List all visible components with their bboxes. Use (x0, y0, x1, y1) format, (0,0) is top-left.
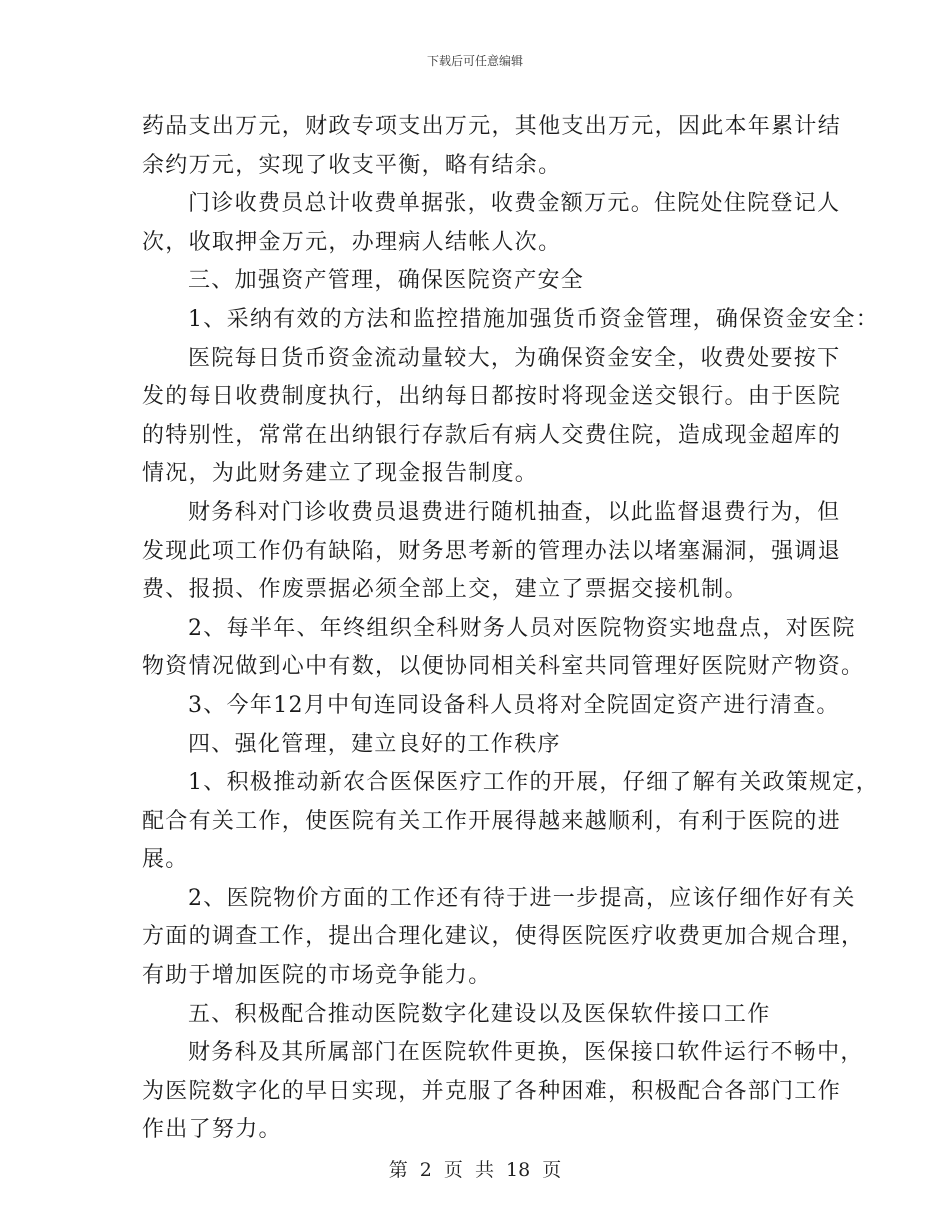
text-line: 财务科及其所属部门在医院软件更换，医保接口软件运行不畅中， (188, 1040, 864, 1066)
text-line: 有助于增加医院的市场竞争能力。 (142, 963, 492, 989)
text-line: 的特别性，常常在出纳银行存款后有病人交费住院，造成现金超库的 (142, 422, 842, 448)
text-line: 展。 (142, 847, 189, 873)
document-body (142, 108, 879, 1150)
text-line: 发的每日收费制度执行，出纳每日都按时将现金送交银行。由于医院 (142, 384, 842, 410)
text-line: 财务科对门诊收费员退费进行随机抽查，以此监督退费行为，但 (188, 499, 841, 525)
text-line: 3、今年12月中旬连同设备科人员将对全院固定资产进行清查。 (188, 692, 840, 718)
text-line: 四、强化管理，建立良好的工作秩序 (188, 731, 561, 757)
text-line: 情况，为此财务建立了现金报告制度。 (142, 461, 539, 487)
text-line: 五、积极配合推动医院数字化建设以及医保软件接口工作 (188, 1001, 771, 1027)
text-line: 医院每日货币资金流动量较大，为确保资金安全，收费处要按下 (188, 345, 841, 371)
text-line: 1、积极推动新农合医保医疗工作的开展，仔细了解有关政策规定， (188, 770, 879, 796)
text-line: 作出了努力。 (142, 1117, 282, 1143)
text-line: 发现此项工作仍有缺陷，财务思考新的管理办法以堵塞漏洞，强调退 (142, 538, 842, 564)
text-line: 2、每半年、年终组织全科财务人员对医院物资实地盘点，对医院 (188, 615, 856, 641)
text-line: 配合有关工作，使医院有关工作开展得越来越顺利，有利于医院的进 (142, 808, 842, 834)
text-line: 物资情况做到心中有数，以便协同相关科室共同管理好医院财产物资。 (142, 654, 865, 680)
text-line: 为医院数字化的早日实现，并克服了各种困难，积极配合各部门工作 (142, 1078, 842, 1104)
text-line: 门诊收费员总计收费单据张，收费金额万元。住院处住院登记人 (188, 191, 841, 217)
page-header: 下载后可任意编辑 (426, 54, 523, 68)
page-number: 第 2 页 共 18 页 (388, 1159, 562, 1181)
text-line: 1、采纳有效的方法和监控措施加强货币资金管理，确保资金安全： (188, 306, 879, 332)
text-line: 次，收取押金万元，办理病人结帐人次。 (142, 229, 562, 255)
text-line: 费、报损、作废票据必须全部上交，建立了票据交接机制。 (142, 577, 748, 603)
text-line: 药品支出万元，财政专项支出万元，其他支出万元，因此本年累计结 (142, 114, 842, 139)
text-line: 2、医院物价方面的工作还有待于进一步提高，应该仔细作好有关 (188, 885, 856, 911)
text-line: 三、加强资产管理，确保医院资产安全 (188, 268, 585, 294)
text-line: 方面的调查工作，提出合理化建议，使得医院医疗收费更加合规合理， (142, 924, 865, 950)
text-line: 余约万元，实现了收支平衡，略有结余。 (142, 152, 562, 178)
